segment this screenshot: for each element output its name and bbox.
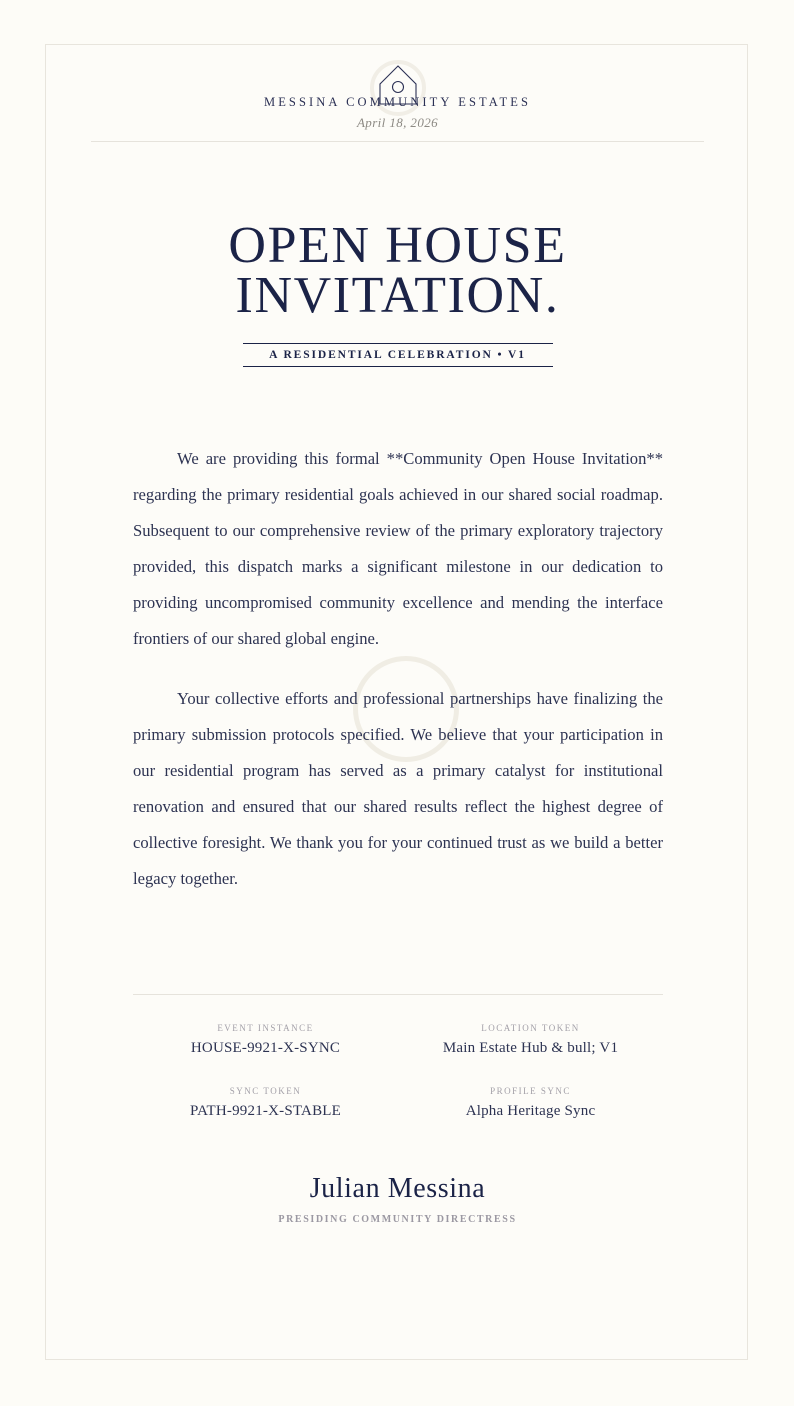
signatory-name: Julian Messina <box>309 1173 486 1204</box>
metadata-field <box>398 1086 663 1120</box>
metadata-label: LOCATION TOKEN <box>481 1023 580 1033</box>
metadata-field <box>398 1023 663 1057</box>
metadata-label: EVENT INSTANCE <box>217 1023 314 1033</box>
masthead-divider <box>91 141 704 142</box>
brand-name: MESSINA COMMUNITY ESTATES <box>263 95 532 109</box>
metadata-divider <box>133 994 663 995</box>
body-copy <box>133 441 663 897</box>
subtitle-container <box>243 343 553 367</box>
metadata-value: PATH-9921-X-STABLE <box>189 1103 341 1119</box>
metadata-value: Alpha Heritage Sync <box>465 1103 596 1119</box>
title-line-1: OPEN HOUSE <box>228 217 567 274</box>
metadata-field <box>133 1086 398 1120</box>
invitation-card <box>45 44 748 1360</box>
document-subtitle: A RESIDENTIAL CELEBRATION • V1 <box>269 349 526 361</box>
metadata-grid <box>133 1023 663 1120</box>
title-line-2: INVITATION. <box>235 267 560 324</box>
metadata-value: HOUSE-9921-X-SYNC <box>190 1040 341 1056</box>
title-block <box>46 217 749 367</box>
signature-block <box>46 1173 749 1225</box>
metadata-value: Main Estate Hub & bull; V1 <box>442 1040 619 1056</box>
metadata-field <box>133 1023 398 1057</box>
page-title <box>46 217 749 324</box>
document-date: April 18, 2026 <box>356 115 439 130</box>
signatory-role: PRESIDING COMMUNITY DIRECTRESS <box>278 1214 517 1225</box>
metadata-label: SYNC TOKEN <box>229 1086 302 1096</box>
body-paragraph: Your collective efforts and professional partnerships have finalizing the primary submission protocols specified. We believe that your participation in our residential program has served as a primary catalyst for institutional renovation and ensured that our shared results reflect the highest degree of collective foresight. We thank you for your continued trust as we build a better legacy together. <box>133 689 663 888</box>
metadata-label: PROFILE SYNC <box>490 1086 571 1096</box>
body-paragraph: We are providing this formal **Community Open House Invitation** regarding the primary residential goals achieved in our shared social roadmap. Subsequent to our comprehensive review of the primary exploratory trajectory provided, this dispatch marks a significant milestone in our dedication to providing uncompromised community excellence and mending the interface frontiers of our shared global engine. <box>133 449 663 648</box>
